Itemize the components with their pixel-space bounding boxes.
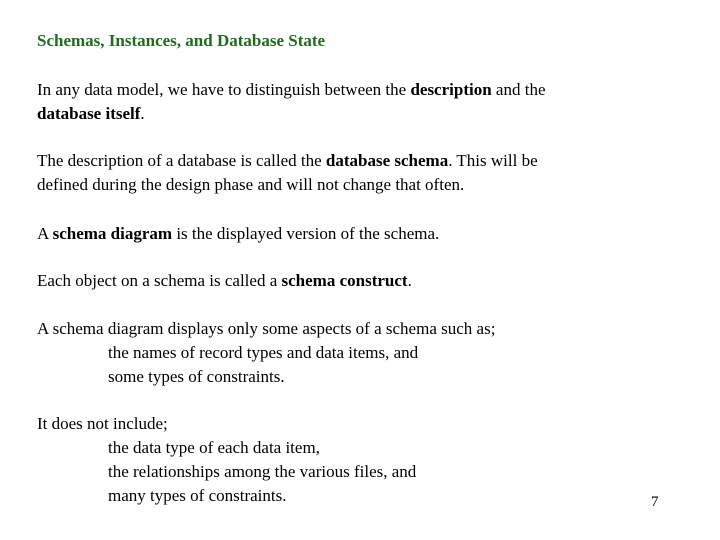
bold-term-description: description xyxy=(410,80,492,99)
text-run: . This will be xyxy=(448,151,538,170)
bold-term-database-itself: database itself xyxy=(37,104,141,123)
list-item: many types of constraints. xyxy=(108,486,287,505)
paragraph-line xyxy=(37,222,439,246)
paragraph-does-not-include xyxy=(37,412,416,508)
paragraph-intro: It does not include; xyxy=(37,414,168,433)
list-item: the relationships among the various files, and xyxy=(108,462,417,481)
paragraph-schema-construct xyxy=(37,269,412,293)
paragraph-line xyxy=(37,78,546,102)
text-run: A xyxy=(37,224,53,243)
paragraph-description xyxy=(37,78,546,126)
slide-title: Schemas, Instances, and Database State xyxy=(37,31,326,50)
text-run: . xyxy=(140,104,145,123)
text-run: and the xyxy=(491,80,546,99)
paragraph-schema-diagram xyxy=(37,222,439,246)
paragraph-intro: A schema diagram displays only some aspects of a schema such as; xyxy=(37,319,496,338)
text-run: is the displayed version of the schema. xyxy=(172,224,440,243)
page-number: 7 xyxy=(651,494,659,510)
list-item: the data type of each data item, xyxy=(108,438,320,457)
text-run: Each object on a schema is called a xyxy=(37,271,282,290)
bold-term-schema-construct: schema construct xyxy=(281,271,408,290)
paragraph-diagram-displays xyxy=(37,317,495,389)
paragraph-schema-definition xyxy=(37,149,538,197)
paragraph-line xyxy=(37,102,546,126)
bold-term-schema-diagram: schema diagram xyxy=(52,224,173,243)
text-run: . xyxy=(407,271,412,290)
text-run: In any data model, we have to distinguish between the xyxy=(37,80,411,99)
paragraph-line: defined during the design phase and will not change that often. xyxy=(37,175,465,194)
bold-term-database-schema: database schema xyxy=(325,151,449,170)
paragraph-line xyxy=(37,149,538,173)
text-run: The description of a database is called the xyxy=(37,151,326,170)
list-item: the names of record types and data items, and xyxy=(108,343,419,362)
list-item: some types of constraints. xyxy=(108,367,285,386)
paragraph-line xyxy=(37,269,412,293)
